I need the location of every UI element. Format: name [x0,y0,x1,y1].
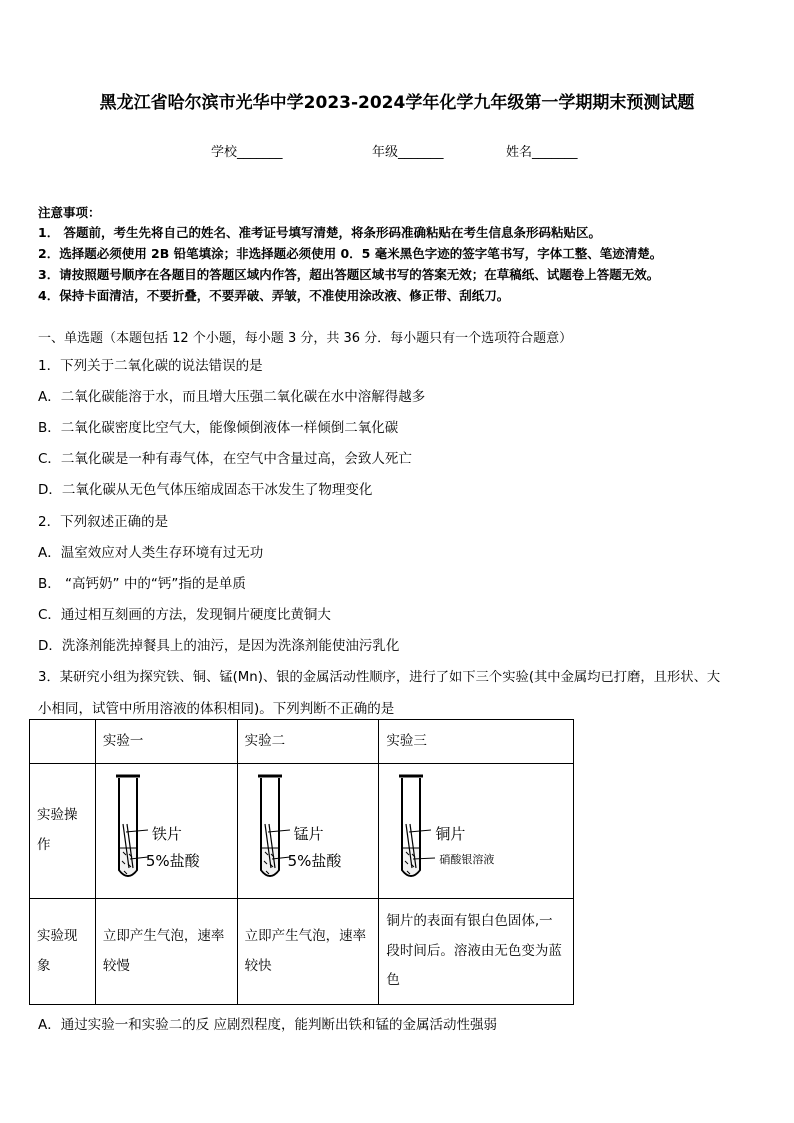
tube-cell-3 [379,764,574,899]
question-2-stem: 2．下列叙述正确的是 [38,514,169,530]
tube-cell-1 [95,764,237,899]
phenomenon-3: 铜片的表面有银白色固体,一段时间后。溶液由无色变为蓝色 [379,899,574,1005]
q3-option-a: A．通过实验一和实验二的反 应剧烈程度，能判断出铁和锰的金属活动性强弱 [38,1017,498,1033]
tube-3-metal-label: 铜片 [435,825,466,843]
note-item: 3．请按照题号顺序在各题目的答题区域内作答，超出答题区域书写的答案无效；在草稿纸、试题卷上答题无效。 [38,267,660,282]
note-item: 4．保持卡面清洁，不要折叠，不要弄破、弄皱，不准使用涂改液、修正带、刮纸刀。 [38,288,510,303]
notes-heading: 注意事项： [38,205,101,220]
table-corner-cell [30,720,96,764]
question-1-stem: 1．下列关于二氧化碳的说法错误的是 [38,358,263,374]
q1-option-a: A．二氧化碳能溶于水，而且增大压强二氧化碳在水中溶解得越多 [38,389,426,405]
operation-row [30,764,574,899]
question-3-stem-continued: 小相同，试管中所用溶液的体积相同)。下列判断不正确的是 [38,701,395,717]
note-item: 1． 答题前，考生先将自己的姓名、准考证号填写清楚，将条形码准确粘贴在考生信息条形码粘贴区。 [38,225,602,240]
phenomenon-row [30,899,574,1005]
question-3-stem: 3．某研究小组为探究铁、铜、锰(Mn)、银的金属活动性顺序，进行了如下三个实验(其中金属均已打磨，且形状、大 [38,670,721,685]
tube-cell-2 [237,764,379,899]
phenomenon-2: 立即产生气泡，速率较快 [237,899,379,1005]
header-experiment-2: 实验二 [237,720,379,764]
operation-label: 实验操作 [30,764,96,899]
section-heading: 一、单选题（本题包括 12 个小题，每小题 3 分，共 36 分．每小题只有一个选项符合题意） [38,331,573,346]
q2-option-d: D．洗涤剂能洗掉餐具上的油污，是因为洗涤剂能使油污乳化 [38,638,400,654]
q1-option-c: C．二氧化碳是一种有毒气体，在空气中含量过高，会致人死亡 [38,451,412,467]
test-tube-copper-diagram [379,764,574,898]
tube-1-solution-label: 5%盐酸 [145,852,200,870]
tube-2-metal-label: 锰片 [293,825,324,843]
tube-1-metal-label: 铁片 [151,825,182,843]
phenomenon-1: 立即产生气泡，速率较慢 [95,899,237,1005]
note-item: 2．选择题必须使用 2B 铅笔填涂；非选择题必须使用 0．5 毫米黑色字迹的签字笔书写，字体工整、笔迹清楚。 [38,246,663,261]
q2-option-c: C．通过相互刻画的方法，发现铜片硬度比黄铜大 [38,607,331,623]
header-experiment-3: 实验三 [379,720,574,764]
q1-option-d: D．二氧化碳从无色气体压缩成固态干冰发生了物理变化 [38,482,373,498]
experiment-table [29,719,574,1005]
tube-3-solution-label: 硝酸银溶液 [439,853,495,866]
school-field: 学校_______ [211,145,283,160]
q2-option-a: A．温室效应对人类生存环境有过无功 [38,545,264,561]
tube-2-solution-label: 5%盐酸 [287,852,342,870]
q2-option-b: B． “高钙奶” 中的“钙”指的是单质 [38,576,246,592]
table-header-row [30,720,574,764]
header-experiment-1: 实验一 [95,720,237,764]
phenomenon-label: 实验现象 [30,899,96,1005]
q1-option-b: B．二氧化碳密度比空气大，能像倾倒液体一样倾倒二氧化碳 [38,420,399,436]
name-field: 姓名_______ [506,145,578,160]
grade-field: 年级_______ [372,145,444,160]
page-title: 黑龙江省哈尔滨市光华中学2023-2024学年化学九年级第一学期期末预测试题 [99,93,695,113]
